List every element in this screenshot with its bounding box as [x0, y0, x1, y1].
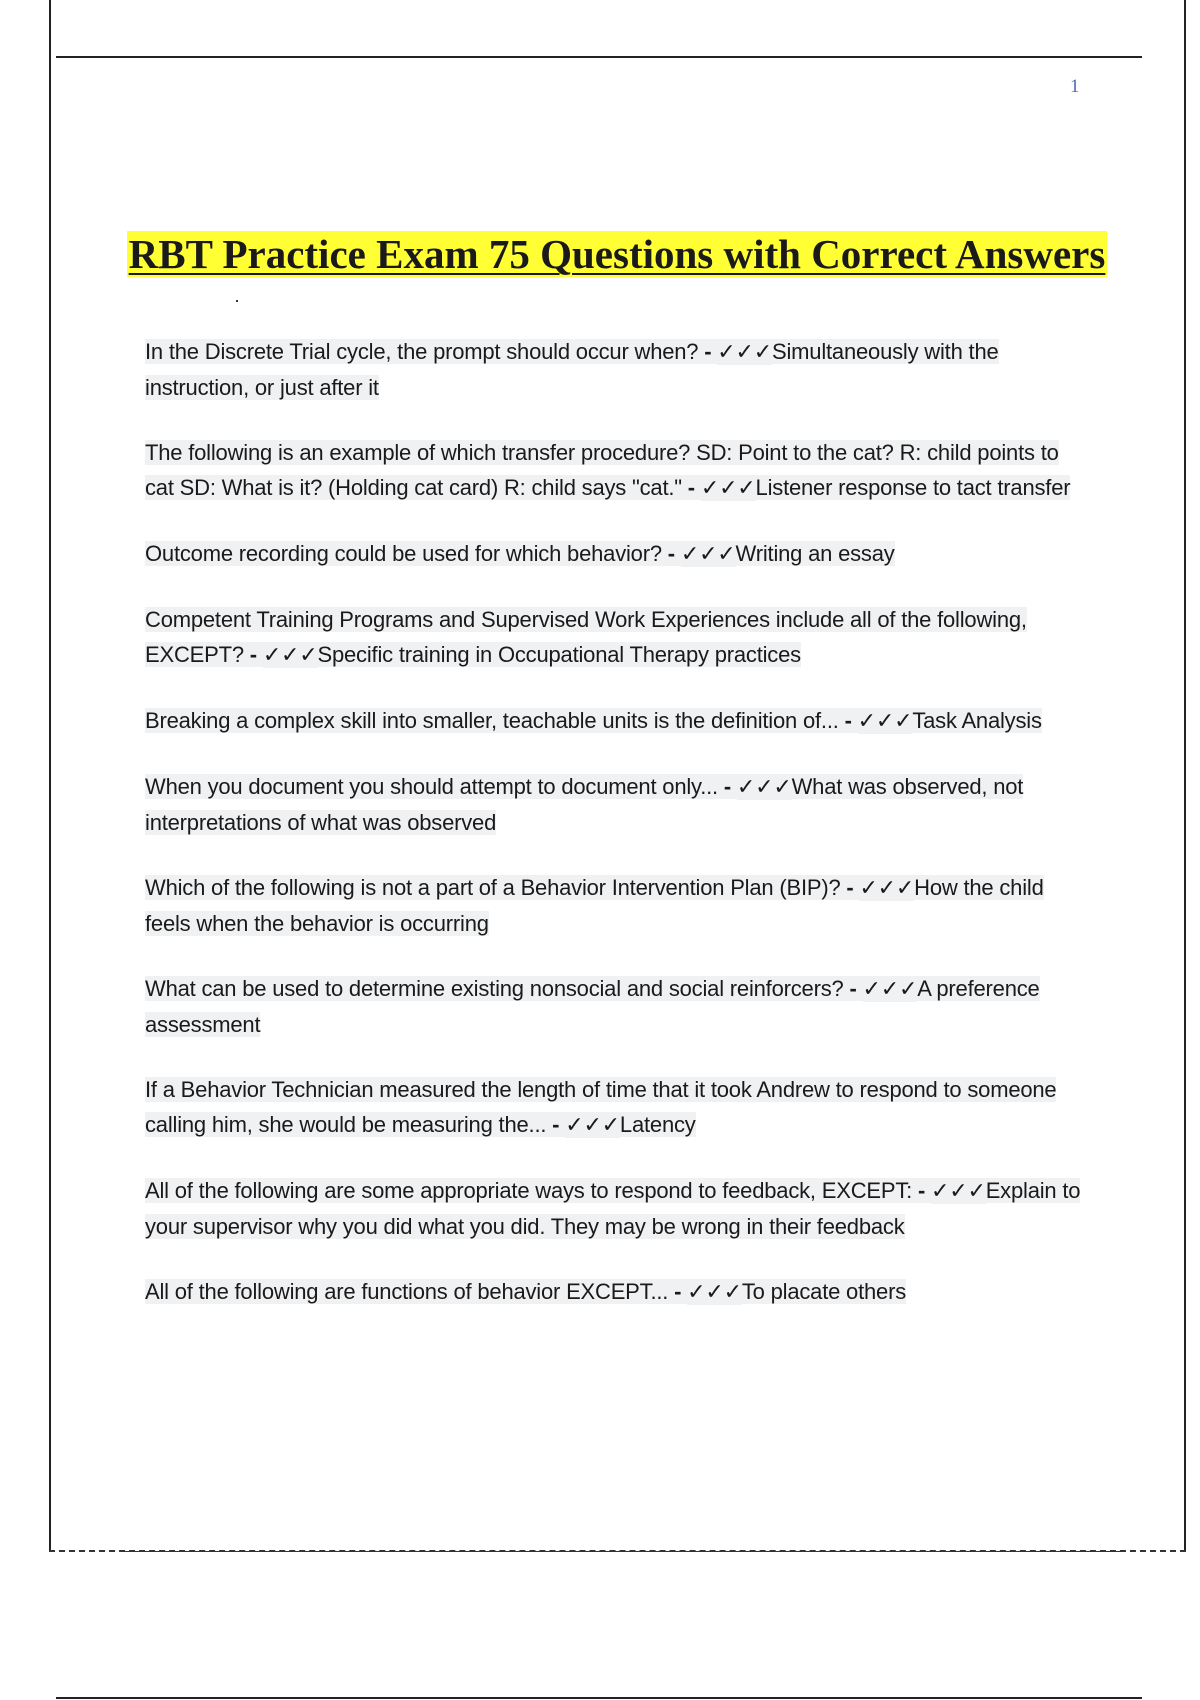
answer-text: Specific training in Occupational Therapy practices: [317, 642, 801, 667]
answer-text: A preference assessment: [145, 976, 1040, 1037]
page-number: 1: [1070, 76, 1080, 97]
qa-item: [145, 435, 1085, 506]
header-rule: [56, 56, 1142, 58]
question-text: Which of the following is not a part of a Behavior Intervention Plan (BIP)?: [145, 875, 841, 900]
answer-text: Latency: [619, 1112, 696, 1137]
separator: -: [668, 1279, 688, 1304]
separator: -: [838, 708, 858, 733]
checkmarks-icon: ✓✓✓: [262, 643, 318, 668]
question-text: Competent Training Programs and Supervised Work Experiences include all of the following, EXCEPT?: [145, 607, 1027, 667]
answer-text: Explain to your supervisor why you did what you did. They may be wrong in their feedback: [145, 1178, 1081, 1239]
checkmarks-icon: ✓✓✓: [717, 340, 772, 365]
separator: -: [698, 339, 718, 364]
answer-text: To placate others: [741, 1279, 907, 1304]
qa-item: [145, 1274, 1085, 1310]
qa-item: [145, 536, 1085, 572]
question-text: Outcome recording could be used for which behavior?: [145, 541, 662, 566]
answer-text: How the child feels when the behavior is occurring: [145, 875, 1044, 936]
qa-item: [145, 703, 1085, 739]
checkmarks-icon: ✓✓✓: [862, 977, 918, 1002]
separator: -: [661, 541, 681, 566]
qa-item: [145, 870, 1085, 941]
question-text: Breaking a complex skill into smaller, teachable units is the definition of...: [145, 708, 839, 733]
document-title-text: RBT Practice Exam 75 Questions with Correct Answers: [128, 231, 1106, 278]
qa-item: [145, 1072, 1085, 1143]
checkmarks-icon: ✓✓✓: [931, 1179, 986, 1204]
next-page-header-rule: [56, 1697, 1142, 1699]
answer-text: Task Analysis: [912, 708, 1042, 733]
qa-item: [145, 1173, 1085, 1244]
separator: -: [243, 642, 263, 667]
stray-dot: [236, 300, 238, 302]
question-text: In the Discrete Trial cycle, the prompt should occur when?: [145, 339, 699, 364]
qa-item: [145, 602, 1085, 673]
checkmarks-icon: ✓✓✓: [859, 876, 915, 901]
qa-item: [145, 334, 1085, 405]
page-frame-left-border: [49, 0, 51, 1552]
checkmarks-icon: ✓✓✓: [687, 1280, 742, 1305]
separator: -: [843, 976, 863, 1001]
question-text: The following is an example of which transfer procedure? SD: Point to the cat? R: child points to cat SD: What is it? (Holding cat card) R: child says "cat.": [145, 440, 1059, 500]
answer-text: Listener response to tact transfer: [755, 475, 1071, 500]
separator: -: [912, 1178, 931, 1203]
page-break-rule: [120, 1551, 1120, 1552]
checkmarks-icon: ✓✓✓: [700, 476, 756, 501]
qa-item: [145, 769, 1085, 840]
checkmarks-icon: ✓✓✓: [736, 775, 792, 800]
checkmarks-icon: ✓✓✓: [680, 542, 736, 567]
question-text: What can be used to determine existing nonsocial and social reinforcers?: [145, 976, 844, 1001]
question-text: When you document you should attempt to document only...: [145, 774, 718, 799]
separator: -: [717, 774, 737, 799]
answer-text: What was observed, not interpretations of what was observed: [145, 774, 1024, 835]
checkmarks-icon: ✓✓✓: [857, 709, 913, 734]
question-text: All of the following are some appropriate ways to respond to feedback, EXCEPT:: [145, 1178, 913, 1203]
separator: -: [546, 1112, 566, 1137]
page-frame-right-border: [1184, 0, 1186, 1552]
answer-text: Writing an essay: [735, 541, 895, 566]
question-text: If a Behavior Technician measured the length of time that it took Andrew to respond to someone calling him, she would be measuring the...: [145, 1077, 1057, 1137]
question-answer-list: [145, 334, 1085, 1340]
checkmarks-icon: ✓✓✓: [565, 1113, 620, 1138]
separator: -: [681, 475, 701, 500]
question-text: All of the following are functions of behavior EXCEPT...: [145, 1279, 669, 1304]
answer-text: Simultaneously with the instruction, or just after it: [145, 339, 999, 400]
separator: -: [840, 875, 860, 900]
qa-item: [145, 971, 1085, 1042]
document-title: [100, 227, 1134, 281]
